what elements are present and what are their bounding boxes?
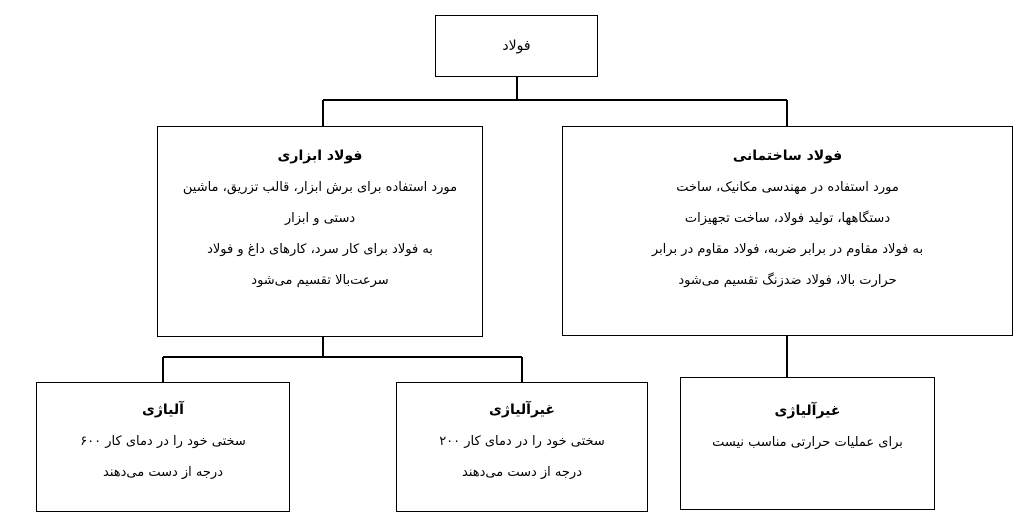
structural-steel-usage-line-2: دستگاهها، تولید فولاد، ساخت تجهیزات bbox=[684, 211, 891, 226]
structural-steel-usage-line-1: مورد استفاده در مهندسی مکانیک، ساخت bbox=[676, 180, 899, 195]
root-label: فولاد bbox=[502, 37, 531, 54]
struct-nonalloy-line-1: برای عملیات حرارتی مناسب نیست bbox=[712, 435, 903, 450]
tool-steel-usage-line-1: مورد استفاده برای برش ابزار، قالب تزریق، ماشین bbox=[182, 180, 458, 195]
alloy-title: آلیاژی bbox=[142, 402, 184, 418]
nonalloy-tool-steel-box bbox=[396, 382, 648, 512]
alloy-tool-steel-box bbox=[36, 382, 290, 512]
alloy-line-2: درجه از دست می‌دهند bbox=[103, 465, 223, 480]
root-steel-box bbox=[435, 15, 598, 77]
tool-nonalloy-title: غیرآلیاژی bbox=[489, 402, 555, 418]
struct-nonalloy-title: غیرآلیاژی bbox=[774, 403, 841, 419]
tool-nonalloy-line-1: سختی خود را در دمای کار ۲۰۰ bbox=[439, 434, 605, 449]
tool-steel-division-line-1: به فولاد برای کار سرد، کارهای داغ و فولاد bbox=[207, 242, 433, 257]
tool-nonalloy-line-2: درجه از دست می‌دهند bbox=[462, 465, 582, 480]
tool-steel-title: فولاد ابزاری bbox=[277, 148, 363, 164]
structural-steel-box bbox=[562, 126, 1013, 336]
nonalloy-structural-steel-box bbox=[680, 377, 935, 510]
structural-steel-title: فولاد ساختمانی bbox=[732, 148, 843, 164]
alloy-line-1: سختی خود را در دمای کار ۶۰۰ bbox=[80, 434, 246, 449]
tool-steel-box bbox=[157, 126, 483, 337]
tool-steel-division-line-2: سرعت‌بالا تقسیم می‌شود bbox=[251, 273, 389, 288]
structural-steel-division-line-2: حرارت بالا، فولاد ضدزنگ تقسیم می‌شود bbox=[678, 273, 897, 288]
tool-steel-usage-line-2: دستی و ابزار bbox=[284, 211, 356, 226]
structural-steel-division-line-1: به فولاد مقاوم در برابر ضربه، فولاد مقاوم در برابر bbox=[651, 242, 924, 257]
